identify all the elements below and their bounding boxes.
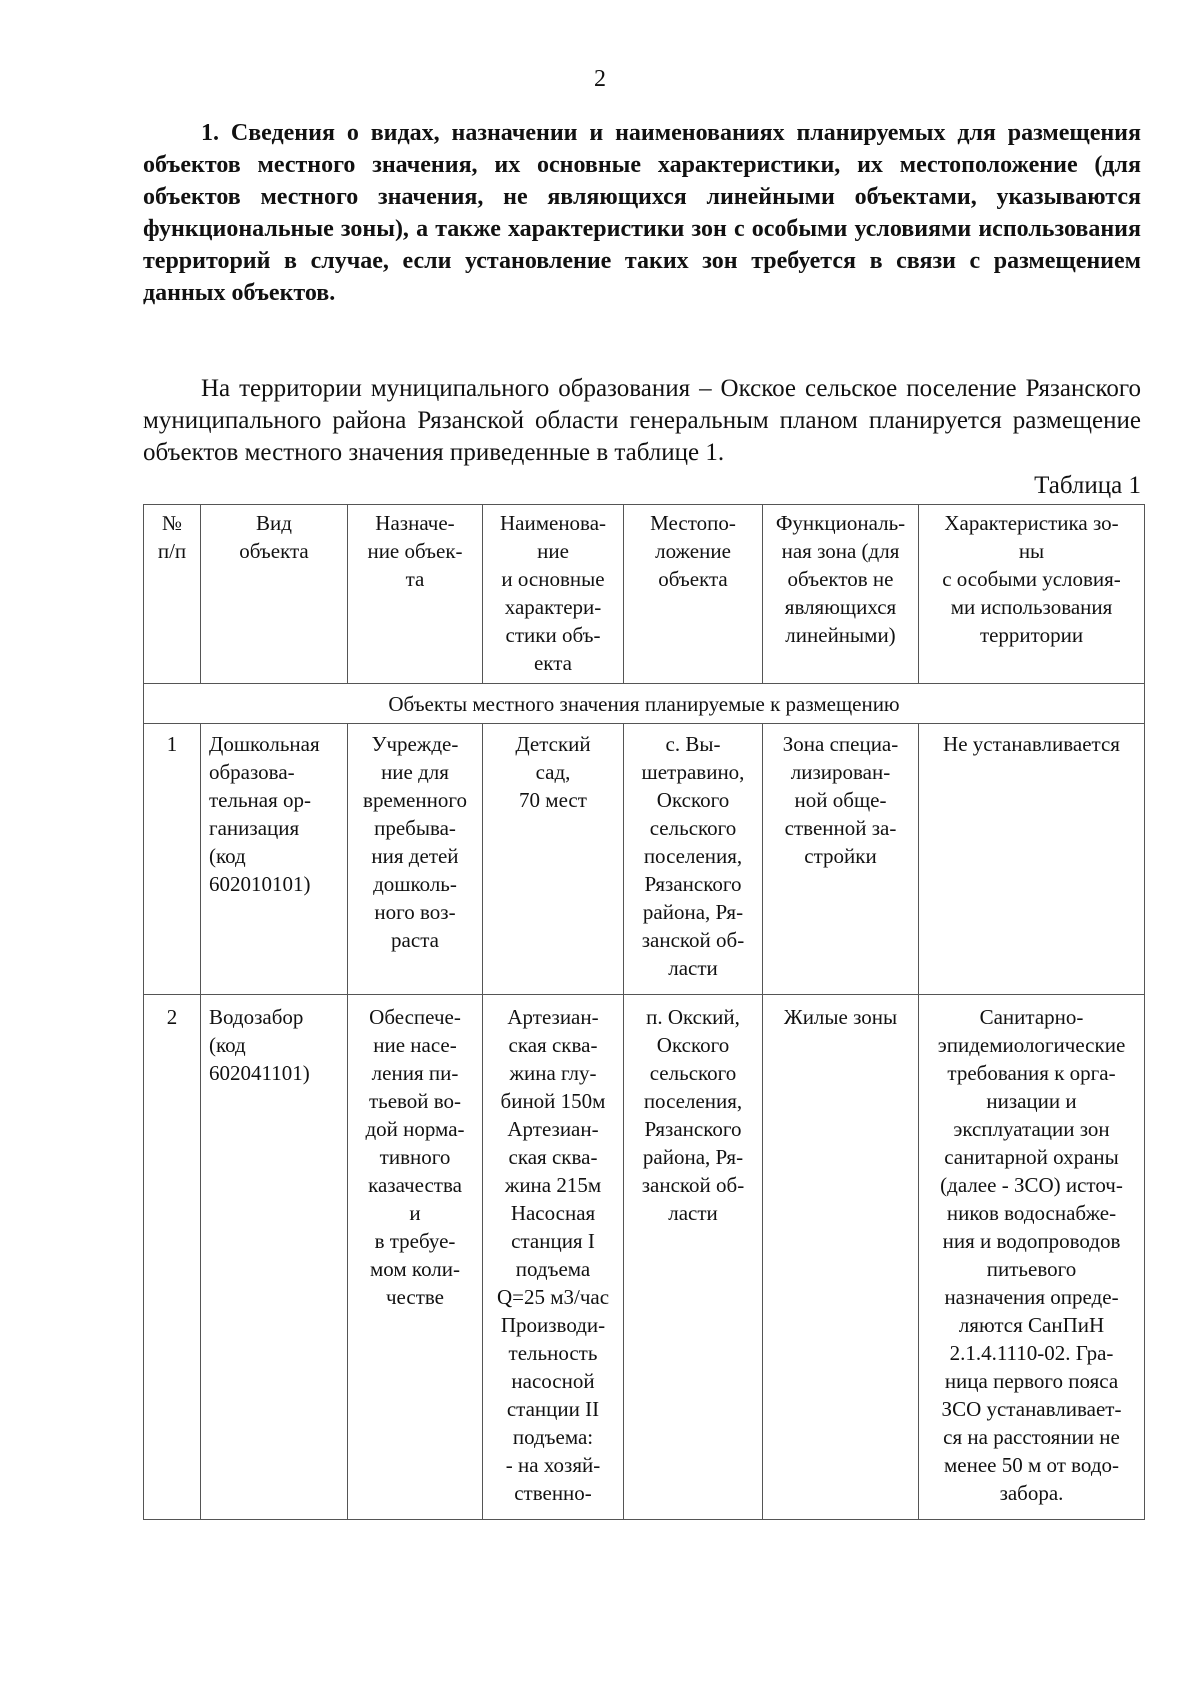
cell-name: Артезиан- ская сква- жина глу- биной 150м Артезиан- ская сква- жина 215м Насосная станция I подъема Q=25 м3/час Производи- тельность насосной станции II подъема: - на хозяй- ственно-: [483, 995, 624, 1520]
cell-number: 1: [144, 724, 201, 995]
cell-location: п. Окский, Окского сельского поселения, Рязанского района, Ря- занской об- ласти: [624, 995, 763, 1520]
header-number: № п/п: [144, 505, 201, 684]
section-title: Объекты местного значения планируемые к размещению: [144, 684, 1145, 724]
cell-object-type: Дошкольная образова- тельная ор- ганизация (код 602010101): [201, 724, 348, 995]
objects-table: [143, 504, 1145, 1520]
cell-number: 2: [144, 995, 201, 1520]
cell-zone-characteristics: Не устанавливается: [919, 724, 1145, 995]
table-section-row: [144, 684, 1145, 724]
table-caption: Таблица 1: [1034, 472, 1141, 499]
header-purpose: Назначе- ние объек- та: [348, 505, 483, 684]
cell-location: с. Вы- шетравино, Окского сельского поселения, Рязанского района, Ря- занской об- ласти: [624, 724, 763, 995]
cell-functional-zone: Зона специа- лизирован- ной обще- ственной за- стройки: [763, 724, 919, 995]
header-location: Местопо- ложение объекта: [624, 505, 763, 684]
cell-functional-zone: Жилые зоны: [763, 995, 919, 1520]
cell-purpose: Учрежде- ние для временного пребыва- ния детей дошколь- ного воз- раста: [348, 724, 483, 995]
header-name-characteristics: Наименова- ние и основные характери- стики объ- екта: [483, 505, 624, 684]
header-object-type: Вид объекта: [201, 505, 348, 684]
cell-zone-characteristics: Санитарно- эпидемиологические требования к орга- низации и эксплуатации зон санитарной охраны (далее - ЗСО) источ- ников водоснабже- ния и водопроводов питьевого назначения опреде- ляются СанПиН 2.1.4.1110-02. Гра- ница первого пояса ЗСО устанавливает- ся на расстоянии не менее 50 м от водо- забора.: [919, 995, 1145, 1520]
table-row: [144, 995, 1145, 1520]
table-row: [144, 724, 1145, 995]
cell-object-type: Водозабор (код 602041101): [201, 995, 348, 1520]
cell-purpose: Обеспече- ние насе- ления пи- тьевой во- дой норма- тивного казачества и в требуе- мом коли- честве: [348, 995, 483, 1520]
intro-paragraph: На территории муниципального образования – Окское сельское поселение Рязанского муниципального района Рязанской области генеральным планом планируется размещение объектов местного значения приведенные в таблице 1.: [143, 375, 1141, 466]
section-heading: 1. Сведения о видах, назначении и наименованиях планируемых для размещения объектов местного значения, их основные характеристики, их местоположение (для объектов местного значения, не являющихся линейными объектами, указываются функциональные зоны), а также характеристики зон с особыми условиями использования территорий в случае, если установление таких зон требуется в связи с размещением данных объектов.: [143, 120, 1141, 306]
header-functional-zone: Функциональ- ная зона (для объектов не являющихся линейными): [763, 505, 919, 684]
table-header-row: [144, 505, 1145, 684]
header-zone-characteristics: Характеристика зо- ны с особыми условия- ми использования территории: [919, 505, 1145, 684]
page-number: 2: [594, 66, 606, 92]
cell-name: Детский сад, 70 мест: [483, 724, 624, 995]
